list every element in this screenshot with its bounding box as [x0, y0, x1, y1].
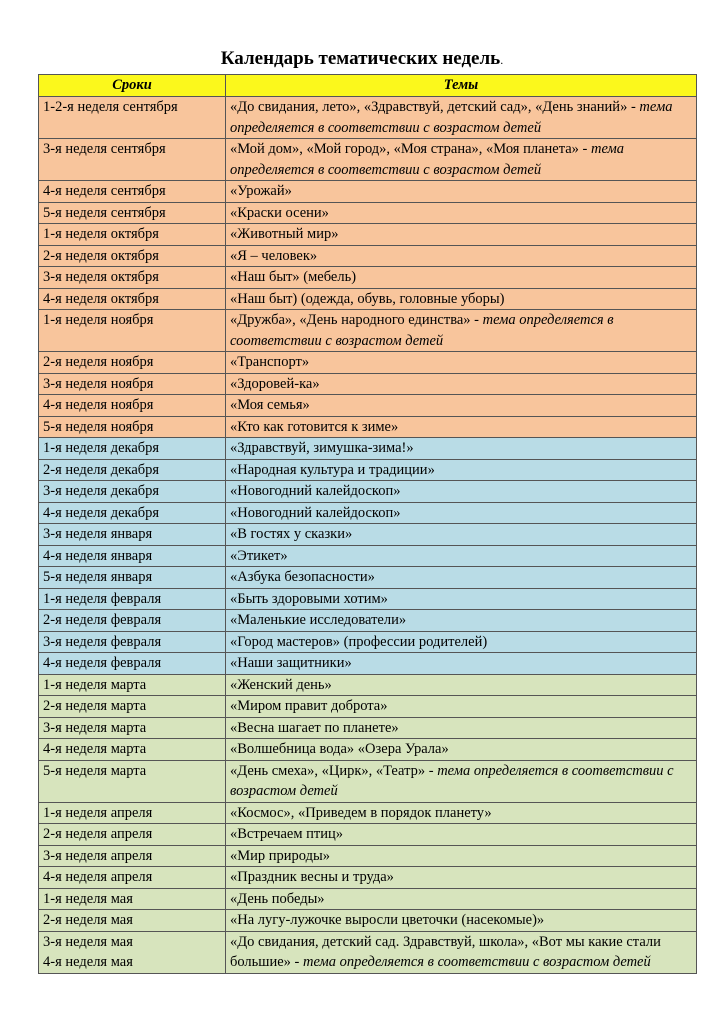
table-row — [39, 824, 697, 846]
theme-text: «Миром правит доброта» — [230, 698, 388, 714]
table-row — [39, 867, 697, 889]
week-cell — [39, 824, 226, 846]
week-cell — [39, 674, 226, 696]
table-row — [39, 910, 697, 932]
theme-cell — [226, 760, 697, 802]
theme-text: «Народная культура и традиции» — [230, 461, 435, 478]
table-row — [39, 631, 697, 653]
title-text: Календарь тематических недель — [220, 48, 501, 69]
week-label: 4-я неделя декабря — [43, 504, 160, 521]
table-row — [39, 267, 697, 289]
week-cell — [39, 802, 226, 824]
week-cell — [39, 610, 226, 632]
theme-text: «Маленькие исследователи» — [230, 612, 407, 628]
theme-cell — [226, 610, 697, 632]
week-label: 1-я неделя марта — [43, 676, 147, 693]
week-label: 3-я неделя сентября — [43, 141, 166, 157]
age-note: - тема определяется в соответствии с возрастом детей — [230, 141, 625, 178]
theme-text: «Быть здоровыми хотим» — [230, 590, 388, 607]
week-cell — [39, 416, 226, 438]
table-row — [39, 481, 697, 503]
week-label: 5-я неделя сентября — [43, 204, 166, 221]
theme-cell — [226, 139, 697, 181]
week-label: 3-я неделя октября — [43, 269, 159, 285]
theme-cell — [226, 653, 697, 675]
table-row — [39, 352, 697, 374]
theme-text: «Наш быт) (одежда, обувь, головные уборы) — [230, 290, 505, 307]
table-row — [39, 310, 697, 352]
week-cell — [39, 459, 226, 481]
theme-cell — [226, 97, 697, 139]
table-row — [39, 739, 697, 761]
week-cell — [39, 588, 226, 610]
header-theme: Темы — [226, 75, 697, 97]
theme-cell — [226, 373, 697, 395]
week-label: 3-я неделя марта — [43, 719, 147, 736]
theme-cell — [226, 888, 697, 910]
theme-text: «Животный мир» — [230, 226, 339, 242]
theme-text: «До свидания, детский сад. Здравствуй, школа», «Вот мы какие стали большие» — [230, 933, 661, 970]
week-label: 3-я неделя февраля — [43, 633, 162, 650]
week-cell — [39, 653, 226, 675]
table-row — [39, 588, 697, 610]
week-label: 3-я неделя ноября — [43, 375, 154, 392]
theme-cell — [226, 416, 697, 438]
week-label: 4-я неделя января — [43, 547, 153, 564]
week-label: 2-я неделя октября — [43, 247, 159, 264]
theme-text: «Здравствуй, зимушка-зима!» — [230, 440, 414, 456]
week-cell — [39, 760, 226, 802]
table-row — [39, 888, 697, 910]
page-title — [0, 48, 724, 70]
week-cell — [39, 931, 226, 973]
week-cell — [39, 845, 226, 867]
week-cell — [39, 910, 226, 932]
week-label: 1-2-я неделя сентября — [43, 99, 178, 115]
week-cell — [39, 310, 226, 352]
week-label: 1-я неделя февраля — [43, 590, 162, 607]
theme-cell — [226, 910, 697, 932]
table-row — [39, 438, 697, 460]
theme-cell — [226, 631, 697, 653]
week-label: 1-я неделя апреля — [43, 804, 153, 821]
table-row — [39, 202, 697, 224]
theme-cell — [226, 567, 697, 589]
theme-cell — [226, 931, 697, 973]
theme-cell — [226, 267, 697, 289]
week-cell — [39, 438, 226, 460]
table-row — [39, 717, 697, 739]
theme-text: «Азбука безопасности» — [230, 569, 375, 585]
week-cell — [39, 696, 226, 718]
header-when: Сроки — [39, 75, 226, 97]
table-body — [39, 97, 697, 974]
theme-cell — [226, 674, 697, 696]
table-row — [39, 416, 697, 438]
table-row — [39, 653, 697, 675]
table-row — [39, 395, 697, 417]
table-row — [39, 674, 697, 696]
week-label: 1-я неделя октября — [43, 226, 159, 242]
week-label: 2-я неделя ноября — [43, 354, 154, 370]
theme-text: «День смеха», «Цирк», «Театр» — [230, 762, 426, 779]
theme-text: «Новогодний калейдоскоп» — [230, 504, 401, 521]
week-label: 2-я неделя декабря — [43, 461, 160, 478]
week-label: 4-я неделя ноября — [43, 397, 154, 413]
theme-text: «День победы» — [230, 890, 325, 907]
week-label: 4-я неделя апреля — [43, 869, 153, 885]
theme-text: «Наши защитники» — [230, 655, 352, 671]
week-cell — [39, 867, 226, 889]
theme-text: «Новогодний калейдоскоп» — [230, 483, 401, 499]
week-label: 4-я неделя марта — [43, 741, 147, 757]
theme-text: «Дружба», «День народного единства» — [230, 312, 471, 328]
table-row — [39, 610, 697, 632]
table-row — [39, 760, 697, 802]
week-cell — [39, 524, 226, 546]
theme-text: «Волшебница вода» «Озера Урала» — [230, 741, 449, 757]
theme-cell — [226, 845, 697, 867]
week-cell — [39, 717, 226, 739]
theme-cell — [226, 867, 697, 889]
week-label: 2-я неделя марта — [43, 698, 147, 714]
table-row — [39, 524, 697, 546]
table-row — [39, 224, 697, 246]
theme-text: «Здоровей-ка» — [230, 375, 320, 392]
table-row — [39, 931, 697, 973]
theme-text: «Женский день» — [230, 676, 332, 693]
table-row — [39, 245, 697, 267]
table-row — [39, 288, 697, 310]
table-row — [39, 373, 697, 395]
theme-text: «Весна шагает по планете» — [230, 719, 399, 736]
theme-cell — [226, 395, 697, 417]
week-label: 4-я неделя октября — [43, 290, 159, 307]
week-cell — [39, 97, 226, 139]
theme-text: «Встречаем птиц» — [230, 826, 344, 842]
table-row — [39, 696, 697, 718]
theme-text: «Наш быт» (мебель) — [230, 269, 357, 285]
theme-cell — [226, 310, 697, 352]
title-suffix: . — [500, 53, 504, 67]
week-label: 3-я неделя апреля — [43, 847, 153, 864]
theme-text: «В гостях у сказки» — [230, 526, 353, 542]
week-label: 3-я неделя декабря — [43, 483, 160, 499]
age-note: - тема определяется в соответствии с возрастом детей — [230, 99, 673, 136]
age-note: - тема определяется в соответствии с возрастом детей — [290, 954, 651, 970]
week-cell — [39, 631, 226, 653]
theme-text: «Город мастеров» (профессии родителей) — [230, 633, 488, 650]
theme-cell — [226, 524, 697, 546]
week-label: 2-я неделя апреля — [43, 826, 153, 842]
theme-cell — [226, 824, 697, 846]
table-header-row — [39, 75, 697, 97]
week-cell — [39, 224, 226, 246]
week-label: 2-я неделя мая — [43, 912, 133, 928]
week-label: 2-я неделя февраля — [43, 612, 162, 628]
week-label: 4-я неделя сентября — [43, 183, 166, 199]
table-row — [39, 139, 697, 181]
table-row — [39, 459, 697, 481]
week-cell — [39, 267, 226, 289]
week-label: 1-я неделя мая — [43, 890, 133, 907]
table-row — [39, 502, 697, 524]
week-cell — [39, 245, 226, 267]
week-cell — [39, 181, 226, 203]
theme-cell — [226, 352, 697, 374]
theme-cell — [226, 245, 697, 267]
theme-text: «Транспорт» — [230, 354, 310, 370]
theme-cell — [226, 717, 697, 739]
week-label: 4-я неделя мая — [43, 954, 133, 970]
week-label: 5-я неделя января — [43, 569, 153, 585]
week-cell — [39, 139, 226, 181]
week-cell — [39, 202, 226, 224]
theme-cell — [226, 181, 697, 203]
theme-cell — [226, 588, 697, 610]
theme-text: «Космос», «Приведем в порядок планету» — [230, 804, 492, 821]
week-cell — [39, 545, 226, 567]
week-cell — [39, 352, 226, 374]
theme-cell — [226, 224, 697, 246]
week-label: 4-я неделя февраля — [43, 655, 162, 671]
week-label: 3-я неделя января — [43, 526, 153, 542]
theme-cell — [226, 481, 697, 503]
week-label: 5-я неделя ноября — [43, 418, 154, 435]
theme-cell — [226, 288, 697, 310]
theme-text: «Моя семья» — [230, 397, 310, 413]
theme-text: «Мир природы» — [230, 847, 330, 864]
table-row — [39, 802, 697, 824]
theme-cell — [226, 545, 697, 567]
age-note: - тема определяется в соответствии с возрастом детей — [230, 312, 614, 349]
week-cell — [39, 373, 226, 395]
theme-cell — [226, 802, 697, 824]
week-cell — [39, 481, 226, 503]
age-note: - тема определяется в соответствии с возрастом детей — [230, 762, 674, 799]
theme-text: «Я – человек» — [230, 247, 318, 264]
theme-cell — [226, 438, 697, 460]
table-row — [39, 181, 697, 203]
week-label: 5-я неделя марта — [43, 762, 147, 779]
theme-text: «Праздник весны и труда» — [230, 869, 394, 885]
table-row — [39, 845, 697, 867]
theme-text: «Мой дом», «Мой город», «Моя страна», «Моя планета» — [230, 141, 579, 157]
week-cell — [39, 888, 226, 910]
week-cell — [39, 739, 226, 761]
week-label: 3-я неделя мая — [43, 933, 133, 950]
theme-calendar-table — [38, 74, 697, 974]
week-cell — [39, 395, 226, 417]
theme-cell — [226, 696, 697, 718]
table-row — [39, 567, 697, 589]
theme-text: «Этикет» — [230, 547, 288, 564]
theme-cell — [226, 502, 697, 524]
theme-text: «Кто как готовится к зиме» — [230, 418, 399, 435]
theme-cell — [226, 202, 697, 224]
table-row — [39, 97, 697, 139]
theme-text: «До свидания, лето», «Здравствуй, детский сад», «День знаний» — [230, 99, 628, 115]
theme-text: «Краски осени» — [230, 204, 329, 221]
table-row — [39, 545, 697, 567]
week-cell — [39, 502, 226, 524]
week-label: 1-я неделя декабря — [43, 440, 160, 456]
theme-cell — [226, 459, 697, 481]
theme-text: «На лугу-лужочке выросли цветочки (насекомые)» — [230, 912, 545, 928]
week-cell — [39, 567, 226, 589]
week-label: 1-я неделя ноября — [43, 312, 154, 328]
week-cell — [39, 288, 226, 310]
theme-text: «Урожай» — [230, 183, 292, 199]
theme-cell — [226, 739, 697, 761]
